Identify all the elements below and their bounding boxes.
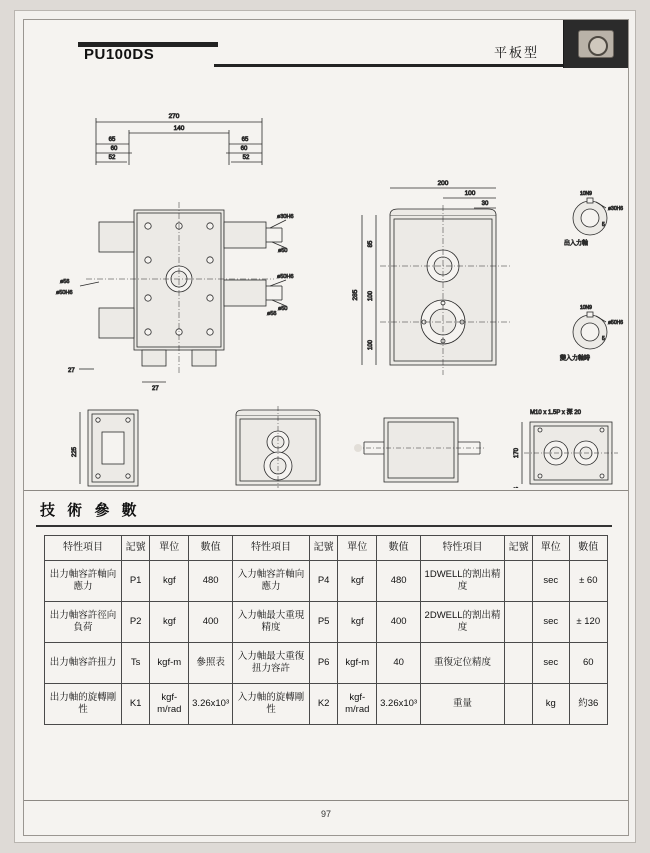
type-label: 平板型 — [494, 45, 540, 60]
cell-item: 2DWELL的割出精度 — [420, 602, 504, 643]
col-item-1: 特性項目 — [45, 536, 122, 561]
cell-unit: kgf — [338, 602, 377, 643]
cell-value: 400 — [189, 602, 233, 643]
cell-value: 參照表 — [189, 643, 233, 684]
cell-value: ± 60 — [569, 561, 607, 602]
cell-symbol — [505, 643, 533, 684]
cell-unit: sec — [533, 602, 570, 643]
page-number: 97 — [320, 809, 331, 819]
cell-symbol: P5 — [310, 602, 338, 643]
cell-value: 約36 — [569, 684, 607, 725]
svg-text:出入力軸: 出入力軸 — [564, 241, 589, 247]
cell-item: 入力軸最大重復扭力容許 — [232, 643, 309, 684]
cell-value: 3.26x10³ — [189, 684, 233, 725]
svg-text:225: 225 — [72, 446, 78, 458]
cell-unit: kgf-m/rad — [338, 684, 377, 725]
cell-unit: sec — [533, 561, 570, 602]
col-unit-3: 單位 — [533, 536, 570, 561]
col-value-2: 數值 — [377, 536, 421, 561]
cell-value: 400 — [377, 602, 421, 643]
svg-text:ø50H6: ø50H6 — [608, 320, 624, 326]
cell-item: 入力軸容許軸向應力 — [232, 561, 309, 602]
cell-unit: kgf — [150, 561, 189, 602]
cell-unit: kgf — [150, 602, 189, 643]
col-item-2: 特性項目 — [232, 536, 309, 561]
svg-text:100: 100 — [368, 339, 374, 351]
cell-value: 480 — [377, 561, 421, 602]
product-photo — [563, 20, 628, 68]
cell-symbol: P6 — [310, 643, 338, 684]
svg-text:ø30H6: ø30H6 — [608, 206, 624, 212]
table-header-row — [45, 536, 608, 561]
cell-unit: kgf-m — [338, 643, 377, 684]
col-symbol-3: 記號 — [505, 536, 533, 561]
cell-symbol: Ts — [122, 643, 150, 684]
svg-text:ø50: ø50 — [278, 248, 288, 254]
cell-value: ± 120 — [569, 602, 607, 643]
cell-symbol: P2 — [122, 602, 150, 643]
svg-text:85: 85 — [368, 240, 374, 248]
svg-text:60: 60 — [110, 146, 118, 152]
cell-symbol — [505, 561, 533, 602]
header-rule — [214, 64, 566, 67]
cell-value: 40 — [377, 643, 421, 684]
cell-value: 60 — [569, 643, 607, 684]
table-row — [45, 602, 608, 643]
table-row — [45, 561, 608, 602]
svg-text:200: 200 — [437, 180, 449, 187]
cell-unit: kgf-m/rad — [150, 684, 189, 725]
svg-text:ø50: ø50 — [278, 306, 288, 312]
cell-item: 出力軸容許軸向應力 — [45, 561, 122, 602]
col-unit-1: 單位 — [150, 536, 189, 561]
col-value-1: 數值 — [189, 536, 233, 561]
cell-value: 3.26x10³ — [377, 684, 421, 725]
svg-text:65: 65 — [241, 137, 249, 143]
svg-text:27: 27 — [152, 386, 159, 392]
col-symbol-1: 記號 — [122, 536, 150, 561]
model-title: PU100DS — [84, 46, 155, 63]
svg-text:52: 52 — [242, 155, 250, 161]
svg-text:ø50H6: ø50H6 — [56, 290, 73, 296]
cell-symbol: K2 — [310, 684, 338, 725]
page-sheet — [14, 10, 636, 843]
svg-text:170: 170 — [514, 447, 520, 459]
cell-item: 重復定位精度 — [420, 643, 504, 684]
page-inner-border — [23, 19, 629, 836]
spec-section — [24, 490, 628, 801]
cell-unit: kg — [533, 684, 570, 725]
paper-smudge — [354, 444, 362, 452]
svg-text:270: 270 — [168, 113, 180, 120]
cell-symbol: K1 — [122, 684, 150, 725]
col-symbol-2: 記號 — [310, 536, 338, 561]
svg-text:15 — [514, 487, 520, 488]
page-header — [24, 20, 628, 68]
cell-item: 出力軸容許徑向負荷 — [45, 602, 122, 643]
cell-item: 入力軸最大重現精度 — [232, 602, 309, 643]
svg-text:ø30H6: ø30H6 — [277, 214, 294, 220]
gear-icon — [578, 30, 614, 58]
svg-text:27: 27 — [68, 368, 75, 374]
cell-item: 出力軸的旋轉剛性 — [45, 684, 122, 725]
col-unit-2: 單位 — [338, 536, 377, 561]
cell-unit: kgf — [338, 561, 377, 602]
cell-symbol: P1 — [122, 561, 150, 602]
svg-text:變入力軸時: 變入力軸時 — [560, 356, 591, 362]
svg-text:285: 285 — [352, 289, 359, 301]
cell-unit: kgf-m — [150, 643, 189, 684]
table-row — [45, 643, 608, 684]
svg-text:ø56: ø56 — [60, 279, 70, 285]
svg-text:10N9: 10N9 — [580, 305, 592, 311]
svg-text:65: 65 — [108, 137, 116, 143]
svg-text:ø56: ø56 — [267, 311, 277, 317]
svg-text:30: 30 — [481, 201, 489, 207]
table-row — [45, 684, 608, 725]
svg-text:60: 60 — [240, 146, 248, 152]
cell-item: 入力軸的旋轉剛性 — [232, 684, 309, 725]
col-item-3: 特性項目 — [420, 536, 504, 561]
svg-text:100: 100 — [464, 190, 476, 197]
section-title: 技 術 參 數 — [40, 502, 141, 519]
technical-drawing-area — [24, 70, 628, 488]
section-underline — [36, 525, 612, 527]
cell-symbol — [505, 602, 533, 643]
cell-item: 1DWELL的割出精度 — [420, 561, 504, 602]
page-footer — [24, 800, 628, 835]
svg-text:10N9: 10N9 — [580, 191, 592, 197]
svg-text:5: 5 — [602, 222, 605, 228]
svg-text:M10 x 1.5P x 深 20: M10 x 1.5P x 深 20 — [530, 410, 581, 416]
cell-symbol: P4 — [310, 561, 338, 602]
cell-unit: sec — [533, 643, 570, 684]
cell-item: 出力軸容許扭力 — [45, 643, 122, 684]
col-value-3: 數值 — [569, 536, 607, 561]
cell-symbol — [505, 684, 533, 725]
svg-text:52: 52 — [108, 155, 116, 161]
svg-text:100: 100 — [368, 290, 374, 302]
cell-value: 480 — [189, 561, 233, 602]
cell-item: 重量 — [420, 684, 504, 725]
svg-text:140: 140 — [173, 125, 185, 132]
svg-text:5: 5 — [602, 336, 605, 342]
svg-text:ø50H6: ø50H6 — [277, 274, 294, 280]
spec-table — [44, 535, 608, 725]
